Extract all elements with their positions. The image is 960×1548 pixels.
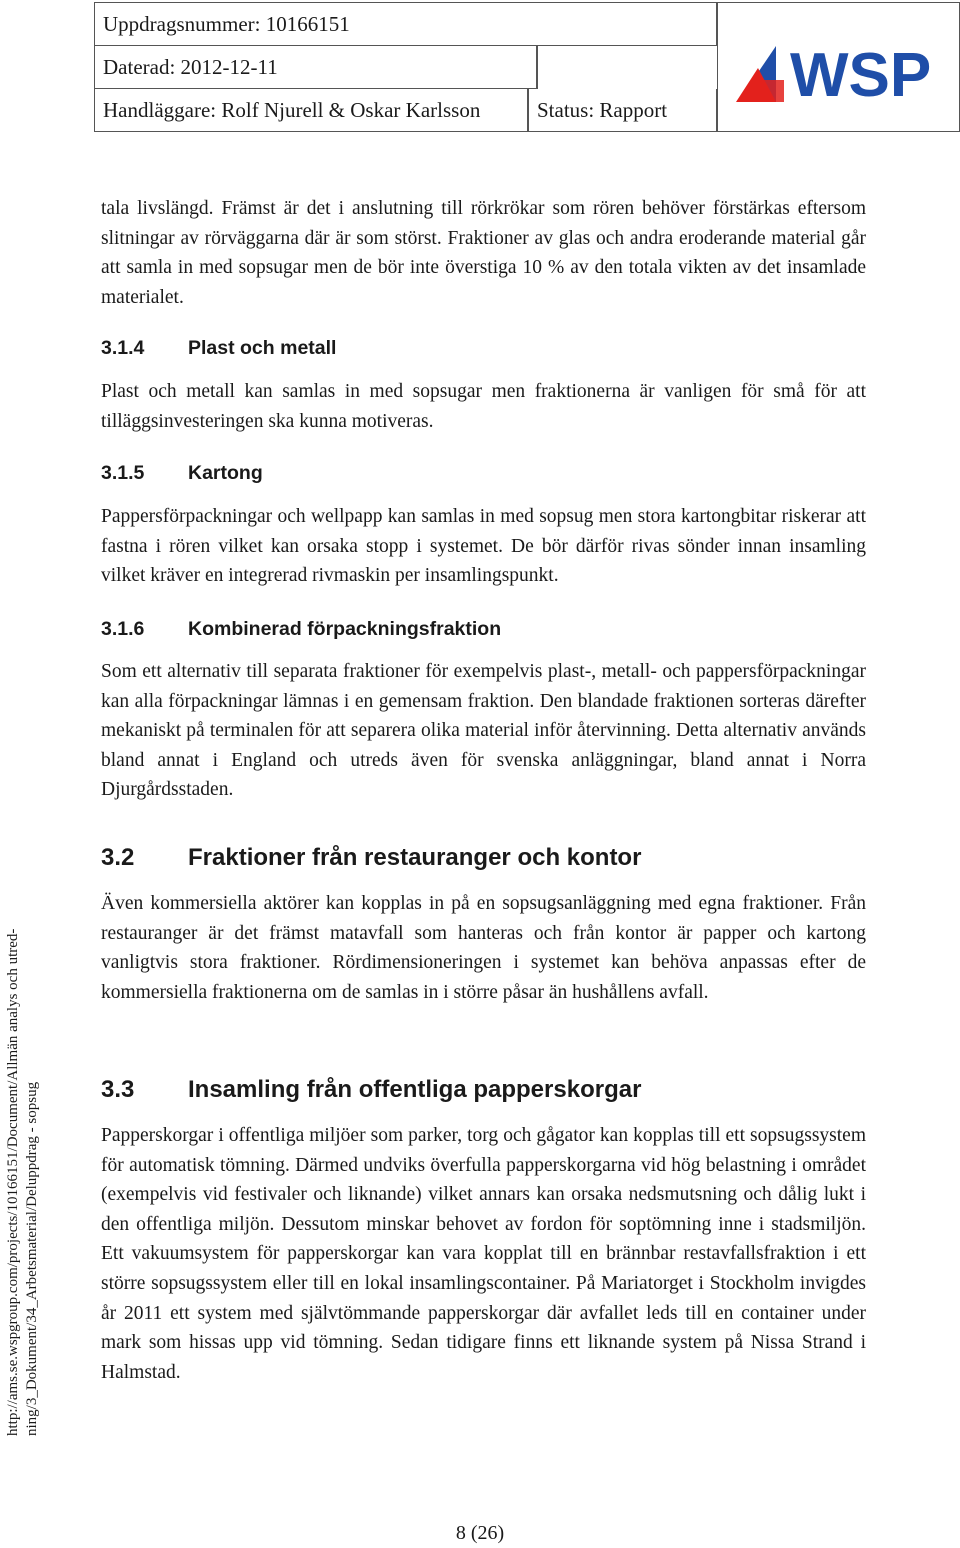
side-path-line-2: ning/3_Dokument/34_Arbetsmaterial/Deluppdrag - sopsug bbox=[24, 1081, 40, 1436]
section-text-3-3: Papperskorgar i offentliga miljöer som parker, torg och gågator kan kopplas till ett sopsugssystem för automatisk tömning. Därmed undviks överfulla papperskorgarna vid hög belastning i området (exempelvis vid festivaler och liknande) vilket annars kan orsaka nedsmutsning och dålig lukt i den offentliga miljön. Dessutom minskar behovet av fordon för soptömning inne i stadsmiljön. Ett vakuumsystem för papperskorgar kan vara kopplat till en brännbar restavfallsfraktion i ett större sopsugssystem eller till en lokal insamlingscontainer. På Mariatorget i Stockholm invigdes år 2011 ett system med självtömmande papperskorgar där avfallet leds till en container under mark som hissas upp vid tömning. Sedan tidigare finns ett liknande system på Nissa Strand i Halmstad. bbox=[101, 1125, 866, 1383]
case-officers: Handläggare: Rolf Njurell & Oskar Karlsson bbox=[95, 89, 528, 132]
section-title: Plast och metall bbox=[188, 337, 337, 359]
logo-wordmark: WSP bbox=[790, 41, 932, 104]
section-heading-3-3 bbox=[101, 1076, 641, 1104]
section-heading-3-1-4 bbox=[101, 337, 336, 360]
section-number: 3.1.4 bbox=[101, 337, 145, 359]
section-heading-3-2 bbox=[101, 844, 641, 872]
section-title: Insamling från offentliga papperskorgar bbox=[188, 1076, 642, 1103]
section-text-3-2: Även kommersiella aktörer kan kopplas in på en sopsugsanläggning med egna fraktioner. Från restauranger är det främst matavfall som hanteras och från kontor är papper och kartong vanligtvis stora fraktioner. Rördimensioneringen i systemet kan behöva anpassas efter de kommersiella fraktionerna om de samlas in i större påsar än hushållens avfall. bbox=[101, 893, 866, 1003]
header-divider bbox=[717, 3, 718, 131]
section-text-3-1-4: Plast och metall kan samlas in med sopsugar men fraktionerna är vanligen för små för att tilläggsinvesteringen ska kunna motiveras. bbox=[101, 381, 866, 432]
section-text-3-1-6: Som ett alternativ till separata fraktioner för exempelvis plast-, metall- och pappersförpackningar kan alla förpackningar lämnas i en gemensam fraktion. Den blandade fraktionen sorteras därefter mekaniskt på terminalen för att separera olika material inför återvinning. Detta alternativ används bland annat i England och utreds även för svenska anläggningar, bland annat i Norra Djurgårdsstaden. bbox=[101, 661, 866, 801]
assignment-number: Uppdragsnummer: 10166151 bbox=[95, 3, 717, 46]
header-divider bbox=[537, 46, 538, 89]
section-heading-3-1-5 bbox=[101, 462, 263, 485]
intro-paragraph: tala livslängd. Främst är det i anslutning till rörkrökar som rören behöver förstärkas eftersom slitningar av rörväggarna där är som störst. Fraktioner av glas och andra eroderande material går att samla in med sopsugar men de bör inte överstiga 10 % av den totala vikten av det insamlade materialet. bbox=[101, 198, 866, 308]
page-number: 8 (26) bbox=[455, 1522, 505, 1544]
date: Daterad: 2012-12-11 bbox=[95, 46, 537, 89]
side-file-path bbox=[4, 929, 42, 1436]
wsp-logo bbox=[736, 40, 941, 104]
section-text-3-1-5: Pappersförpackningar och wellpapp kan samlas in med sopsug men stora kartongbitar riskerar att fastna i rören vilket kan orsaka stopp i systemet. De bör därför rivas sönder innan insamling vilket kräver en integrerad rivmaskin per insamlingspunkt. bbox=[101, 506, 866, 587]
section-title: Fraktioner från restauranger och kontor bbox=[188, 844, 642, 871]
section-heading-3-1-6 bbox=[101, 618, 501, 641]
section-number: 3.1.5 bbox=[101, 462, 145, 484]
section-number: 3.1.6 bbox=[101, 618, 145, 640]
section-title: Kombinerad förpackningsfraktion bbox=[188, 618, 502, 640]
section-number: 3.3 bbox=[101, 1076, 135, 1103]
section-number: 3.2 bbox=[101, 844, 135, 871]
side-path-line-1: http://ams.se.wspgroup.com/projects/10166151/Document/Allmän analys och utred- bbox=[5, 928, 21, 1436]
status: Status: Rapport bbox=[528, 89, 717, 132]
section-title: Kartong bbox=[188, 462, 263, 484]
